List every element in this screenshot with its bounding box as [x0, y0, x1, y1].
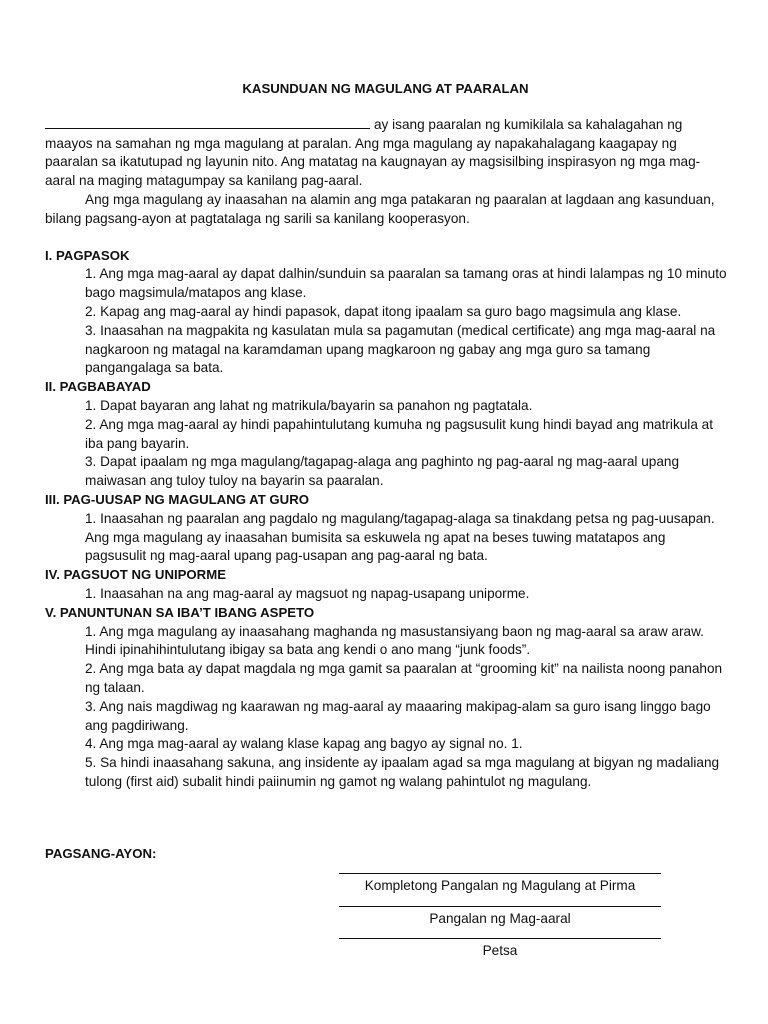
- rule-item: 2. Ang mga bata ay dapat magdala ng mga gamit sa paaralan at “grooming kit” na nailista noong panahon ng talaan.: [85, 661, 723, 695]
- section-heading-pag-uusap: III. PAG-UUSAP NG MAGULANG AT GURO: [45, 491, 309, 507]
- section-heading-pagbabayad: II. PAGBABAYAD: [45, 379, 151, 395]
- rule-item: 1. Dapat bayaran ang lahat ng matrikula/bayarin sa panahon ng pagtatala.: [85, 397, 533, 413]
- agreement-label: PAGSANG-AYON:: [45, 846, 157, 861]
- section-heading-panuntunan: V. PANUNTUNAN SA IBA’T IBANG ASPETO: [45, 604, 315, 620]
- rule-item: 2. Ang mga mag-aaral ay hindi papahintulutang kumuha ng pagsusulit kung hindi bayad ang matrikula at iba pang bayarin.: [85, 416, 713, 451]
- rule-item: 1. Ang mga mag-aaral ay dapat dalhin/sunduin sa paaralan sa tamang oras at hindi lalampas ng 10 minuto bago magsimula/matapos ang klase.: [85, 266, 727, 301]
- rule-item: 4. Ang mga mag-aaral ay walang klase kapag ang bagyo ay signal no. 1.: [85, 736, 523, 752]
- rule-item: 3. Ang nais magdiwag ng kaarawan ng mag-aaral ay maaaring makipag-alam sa guro isang linggo bago ang pagdiriwang.: [85, 698, 711, 733]
- section-gap: [45, 229, 728, 247]
- student-name-line: Pangalan ng Mag-aaral: [339, 906, 661, 929]
- intro-paragraph: [45, 116, 728, 191]
- rule-item: 3. Dapat ipaalam ng mga magulang/tagapag-alaga ang paghinto ng pag-aaral ng mag-aaral upang maiwasan ang tuloy tuloy na bayarin sa paaralan.: [85, 454, 680, 489]
- section-heading-pagpasok: I. PAGPASOK: [45, 247, 130, 263]
- rule-item: 1. Ang mga magulang ay inaasahang maghanda ng masustansiyang baon ng mag-aaral sa araw araw. Hindi ipinahihintulutang ibigay sa bata ang kendi o ano mang “junk foods”.: [85, 623, 704, 658]
- rule-item: 3. Inaasahan na magpakita ng kasulatan mula sa pagamutan (medical certificate) ang mga mag-aaral na nagkaroon ng matagal na karamdaman upang magkaroon ng gabay ang mga guro sa tamang pangangalaga sa bata.: [85, 322, 716, 376]
- intro-paragraph-second: Ang mga magulang ay inaasahan na alamin ang mga patakaran ng paaralan at lagdaan ang kasunduan, bilang pagsang-ayon at pagtatalaga ng sarili sa kanilang kooperasyon.: [45, 191, 715, 226]
- rule-item: 1. Inaasahan ng paaralan ang pagdalo ng magulang/tagapag-alaga sa tinakdang petsa ng pag-uusapan. Ang mga magulang ay inaasahan bumisita sa eskuwela ng apat na beses tuwing matatapos ang pagsusulit ng mag-aaral upang pag-usapan ang pag-aaral ng bata.: [85, 510, 715, 564]
- rule-item: 5. Sa hindi inaasahang sakuna, ang insidente ay ipaalam agad sa mga magulang at bigyan ng madaliang tulong (first aid) subalit hindi paiinumin ng gamot ng walang pahintulot ng magulang.: [85, 755, 720, 789]
- section-heading-uniporme: IV. PAGSUOT NG UNIPORME: [45, 567, 226, 583]
- parent-signature-line: Kompletong Pangalan ng Magulang at Pirma: [339, 873, 661, 896]
- intro-text: ay isang paaralan ng kumikilala sa kahalagahan ng maayos na samahan ng mga magulang at paralan. Ang mga magulang ay napakahalagang kaagapay ng paaralan sa ikatutupad ng layunin nito. Ang matatag na kaugnayan ay magsisilbing inspirasyon ng mga mag-aaral na maging matagumpay sa kanilang pag-aaral.: [45, 116, 701, 189]
- rule-item: 1. Inaasahan na ang mag-aaral ay magsuot ng napag-usapang uniporme.: [85, 585, 530, 601]
- document-title: KASUNDUAN NG MAGULANG AT PAARALAN: [242, 81, 529, 96]
- date-line: Petsa: [339, 938, 661, 961]
- rule-item: 2. Kapag ang mag-aaral ay hindi papasok, dapat itong ipaalam sa guro bago magsimula ang klase.: [85, 303, 682, 319]
- school-name-blank-line: [45, 116, 370, 129]
